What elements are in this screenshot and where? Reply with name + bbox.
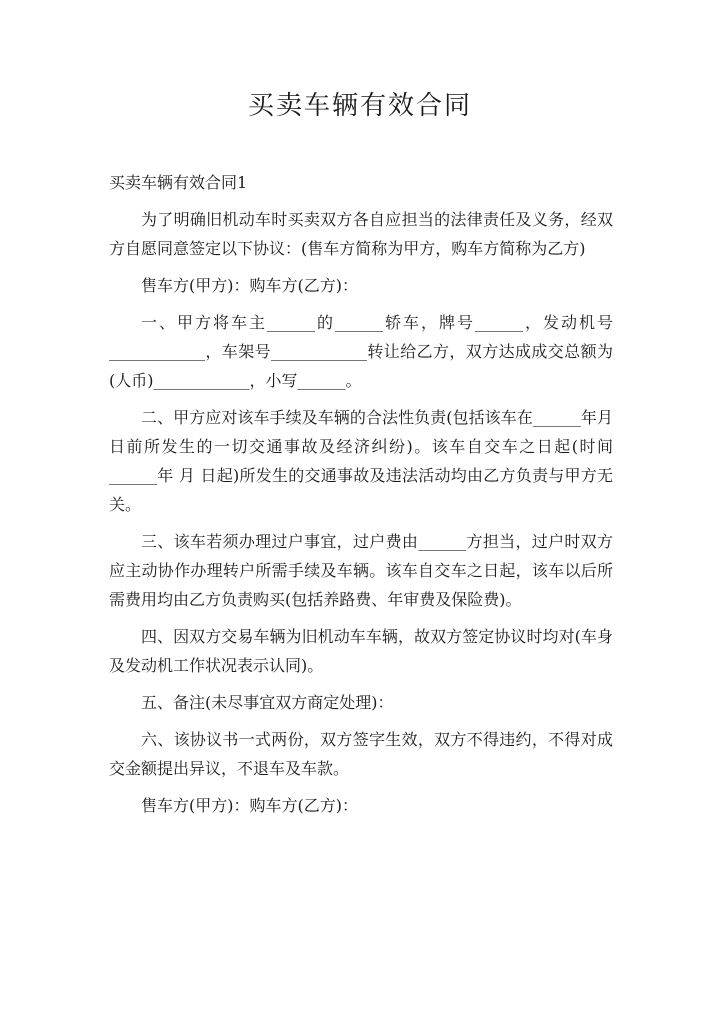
- paragraph-parties: 售车方(甲方)：购车方(乙方)：: [141, 276, 358, 295]
- paragraph-clause-5: 五、备注(未尽事宜双方商定处理)：: [141, 693, 394, 712]
- document-title: 买卖车辆有效合同: [247, 91, 472, 121]
- paragraph-clause-6: 六、该协议书一式两份，双方签字生效，双方不得违约，不得对成交金额提出异议，不退车及车款。: [109, 730, 613, 778]
- document-subtitle: 买卖车辆有效合同1: [109, 173, 248, 192]
- paragraph-clause-1: 一、甲方将车主______的______轿车，牌号______，发动机号____________，车架号____________转让给乙方，双方达成成交总额为(人币)____________，小写______。: [109, 313, 613, 390]
- paragraph-preamble: 为了明确旧机动车时买卖双方各自应担当的法律责任及义务，经双方自愿同意签定以下协议：(售车方简称为甲方，购车方简称为乙方): [109, 210, 613, 258]
- paragraph-clause-3: 三、该车若须办理过户事宜，过户费由______方担当，过户时双方应主动协作办理转户所需手续及车辆。该车自交车之日起，该车以后所需费用均由乙方负责购买(包括养路费、年审费及保险费)。: [109, 532, 613, 609]
- paragraph-clause-2: 二、甲方应对该车手续及车辆的合法性负责(包括该车在______年月 日前所发生的一切交通事故及经济纠纷)。该车自交车之日起(时间______年 月 日起)所发生的交通事故及违法活动均由乙方负责与甲方无关。: [109, 408, 613, 514]
- paragraph-clause-4: 四、因双方交易车辆为旧机动车车辆，故双方签定协议时均对(车身及发动机工作状况表示认同)。: [109, 627, 613, 675]
- document-body: [109, 168, 613, 828]
- paragraph-signatures: 售车方(甲方)：购车方(乙方)：: [141, 796, 358, 815]
